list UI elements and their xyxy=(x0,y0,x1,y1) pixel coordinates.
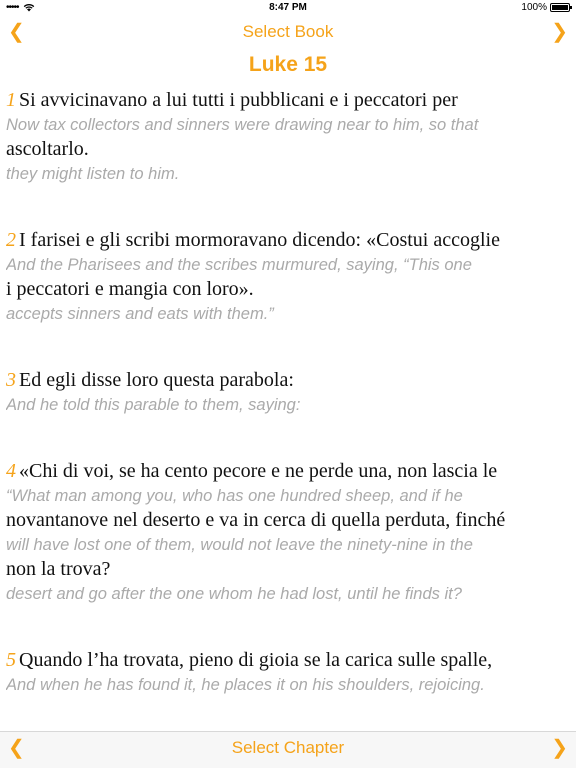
verse-line-it: novantanove nel deserto e va in cerca di quella perduta, finché xyxy=(6,509,506,531)
bottom-toolbar xyxy=(0,731,576,768)
verse-line-it: 2 I farisei e gli scribi mormoravano dicendo: «Costui accoglie xyxy=(6,229,500,251)
status-bar xyxy=(0,0,576,16)
verse-number: 2 xyxy=(6,229,16,251)
verse-list xyxy=(6,88,572,697)
signal-dots-icon: ••••• xyxy=(6,2,19,13)
verse-1 xyxy=(6,88,572,186)
verse-line-it: 1 Si avvicinavano a lui tutti i pubblicani e i peccatori per xyxy=(6,89,458,111)
verse-number: 4 xyxy=(6,460,16,482)
verse-line-it: 4 «Chi di voi, se ha cento pecore e ne perde una, non lascia le xyxy=(6,460,498,482)
verse-number: 5 xyxy=(6,649,16,671)
verse-line-it: 3 Ed egli disse loro questa parabola: xyxy=(6,369,294,391)
battery-icon xyxy=(550,3,570,12)
status-battery xyxy=(521,2,570,13)
select-chapter-button[interactable]: Select Chapter xyxy=(231,738,345,757)
verse-4 xyxy=(6,459,572,606)
verse-line-en: will have lost one of them, would not leave the ninety-nine in the xyxy=(6,536,473,554)
verse-line-it: i peccatori e mangia con loro». xyxy=(6,278,254,300)
chevron-left-icon[interactable]: ❮ xyxy=(8,21,25,43)
verse-line-en: “What man among you, who has one hundred sheep, and if he xyxy=(6,487,463,505)
verse-line-en: desert and go after the one whom he had lost, until he finds it? xyxy=(6,585,462,603)
verse-line-en: And he told this parable to them, saying: xyxy=(6,396,301,414)
chevron-right-icon[interactable]: ❯ xyxy=(551,21,568,43)
verse-line-en: And the Pharisees and the scribes murmured, saying, “This one xyxy=(6,256,472,274)
status-time: 8:47 PM xyxy=(269,2,307,13)
verse-line-en: Now tax collectors and sinners were drawing near to him, so that xyxy=(6,116,479,134)
chapter-title: Luke 15 xyxy=(248,53,328,76)
verse-line-it: 5 Quando l’ha trovata, pieno di gioia se la carica sulle spalle, xyxy=(6,649,493,671)
verse-line-en: accepts sinners and eats with them.” xyxy=(6,305,274,323)
verse-line-en: And when he has found it, he places it on his shoulders, rejoicing. xyxy=(6,676,485,694)
next-chapter-chevron-right-icon[interactable]: ❯ xyxy=(551,737,568,759)
nav-bar xyxy=(0,18,576,48)
verse-line-it: ascoltarlo. xyxy=(6,138,89,160)
verse-line-en: they might listen to him. xyxy=(6,165,180,183)
previous-chapter-chevron-left-icon[interactable]: ❮ xyxy=(8,737,25,759)
battery-percent: 100% xyxy=(521,2,547,13)
verse-3 xyxy=(6,368,572,417)
verse-line-it: non la trova? xyxy=(6,558,111,580)
verse-number: 3 xyxy=(6,369,16,391)
select-book-button[interactable]: Select Book xyxy=(242,22,334,41)
verse-5 xyxy=(6,648,572,697)
verse-2 xyxy=(6,228,572,326)
verse-number: 1 xyxy=(6,89,16,111)
